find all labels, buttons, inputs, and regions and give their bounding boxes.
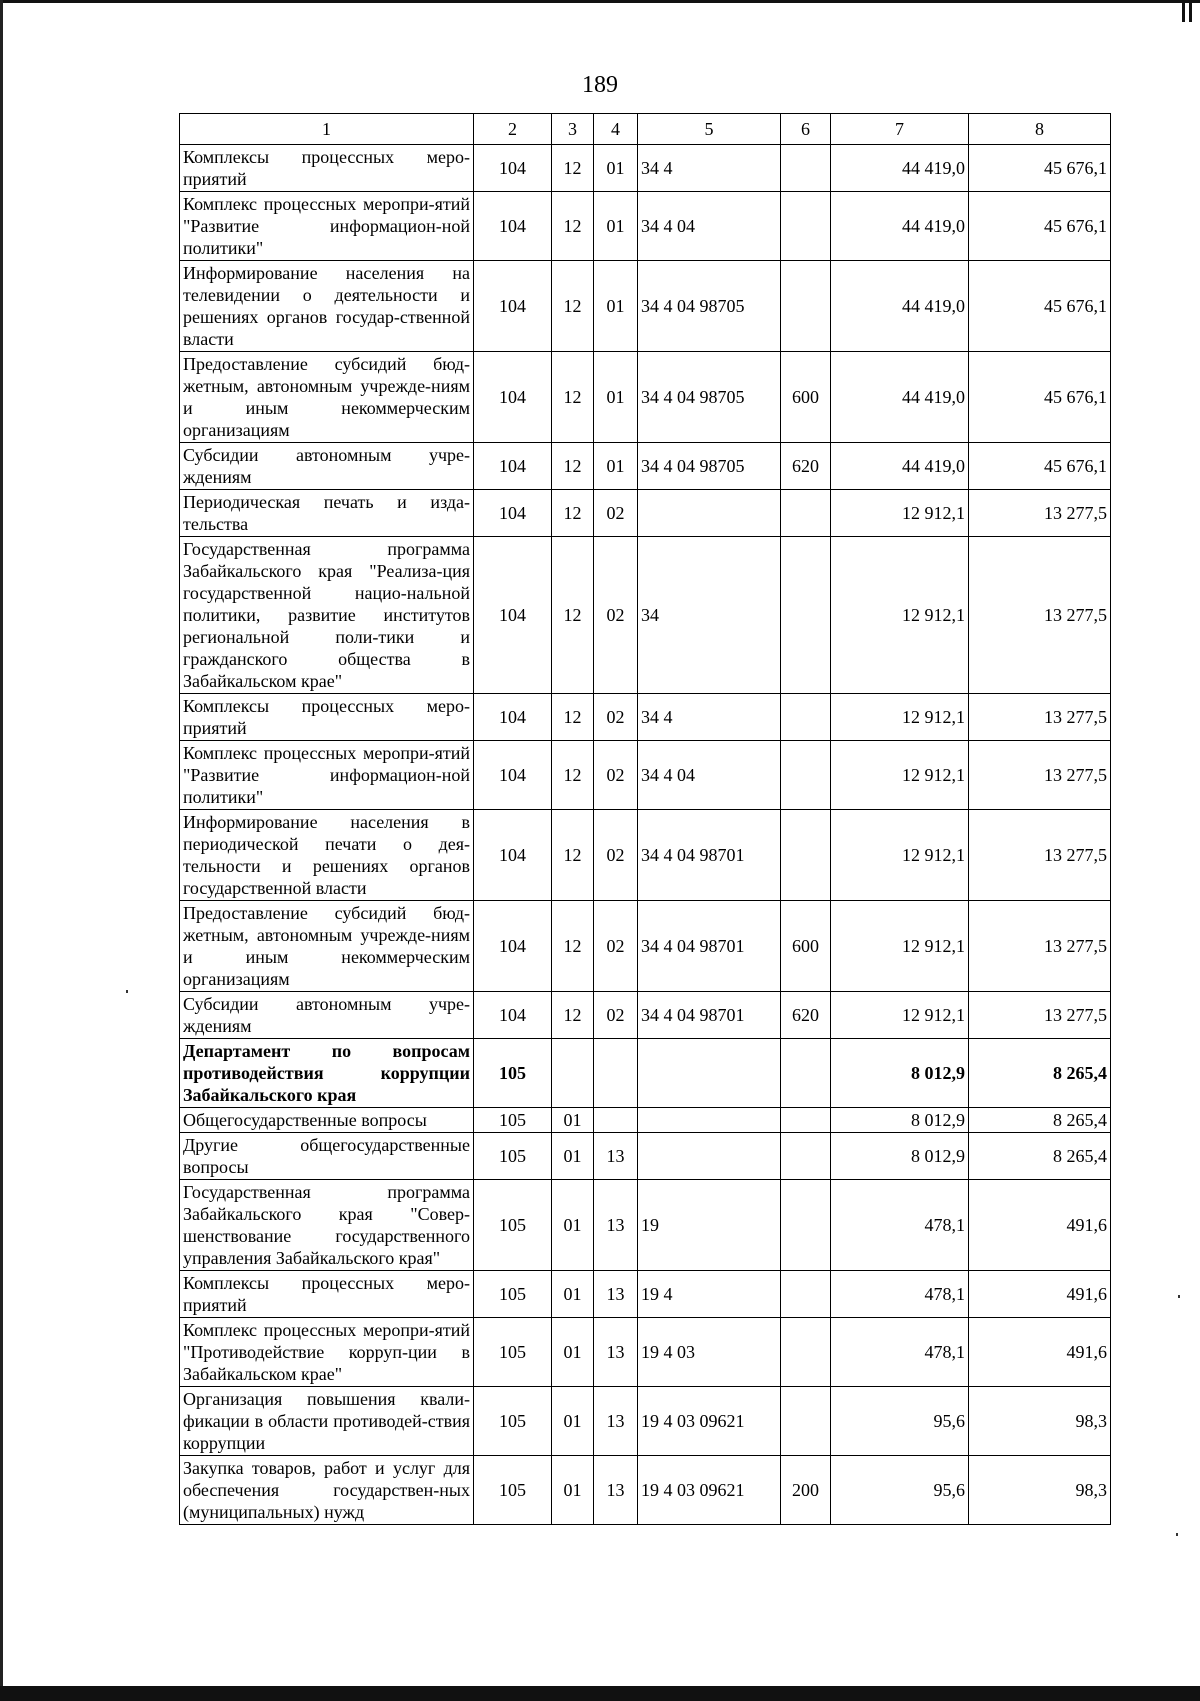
amount-year1-cell: 8 012,9	[831, 1133, 969, 1180]
item-name-cell: Комплекс процессных меропри-ятий "Развитие информацион-ной политики"	[180, 192, 474, 261]
target-article-cell: 34	[638, 537, 781, 694]
amount-year2-cell: 45 676,1	[969, 192, 1111, 261]
department-code-cell: 105	[474, 1318, 552, 1387]
target-article-cell: 34 4 04	[638, 192, 781, 261]
item-name-cell: Государственная программа Забайкальского края "Реализа-ция государственной нацио-нальной политики, развитие институтов региональной поли-тики и гражданского общества в Забайкальском крае"	[180, 537, 474, 694]
section-code-cell: 12	[552, 537, 594, 694]
expense-type-cell: 600	[781, 352, 831, 443]
item-name-cell: Государственная программа Забайкальского края "Совер-шенствование государственного управления Забайкальского края"	[180, 1180, 474, 1271]
item-name-cell: Комплекс процессных меропри-ятий "Развитие информацион-ной политики"	[180, 741, 474, 810]
table-row	[180, 192, 1111, 261]
department-code-cell: 104	[474, 694, 552, 741]
department-code-cell: 104	[474, 537, 552, 694]
amount-year1-cell: 44 419,0	[831, 352, 969, 443]
amount-year2-cell: 13 277,5	[969, 741, 1111, 810]
item-name-cell: Департамент по вопросам противодействия коррупции Забайкальского края	[180, 1039, 474, 1108]
section-code-cell: 12	[552, 443, 594, 490]
subsection-code-cell: 13	[594, 1318, 638, 1387]
column-header: 6	[781, 114, 831, 145]
target-article-cell: 34 4 04 98705	[638, 261, 781, 352]
subsection-code-cell: 01	[594, 352, 638, 443]
table-row	[180, 1039, 1111, 1108]
subsection-code-cell: 02	[594, 490, 638, 537]
expense-type-cell	[781, 261, 831, 352]
item-name-cell: Комплекс процессных меропри-ятий "Противодействие корруп-ции в Забайкальском крае"	[180, 1318, 474, 1387]
amount-year1-cell: 12 912,1	[831, 901, 969, 992]
section-code-cell: 12	[552, 145, 594, 192]
scan-border-bottom	[0, 1686, 1200, 1701]
department-code-cell: 105	[474, 1133, 552, 1180]
item-name-cell: Комплексы процессных меро-приятий	[180, 694, 474, 741]
department-code-cell: 104	[474, 261, 552, 352]
item-name-cell: Информирование населения на телевидении о деятельности и решениях органов государ-ственной власти	[180, 261, 474, 352]
expense-type-cell: 620	[781, 443, 831, 490]
section-code-cell: 01	[552, 1318, 594, 1387]
expense-type-cell	[781, 1180, 831, 1271]
subsection-code-cell: 01	[594, 261, 638, 352]
amount-year2-cell: 8 265,4	[969, 1133, 1111, 1180]
expense-type-cell	[781, 537, 831, 694]
department-code-cell: 104	[474, 810, 552, 901]
department-code-cell: 105	[474, 1108, 552, 1133]
amount-year2-cell: 13 277,5	[969, 810, 1111, 901]
table-row	[180, 901, 1111, 992]
department-code-cell: 104	[474, 490, 552, 537]
amount-year2-cell: 491,6	[969, 1271, 1111, 1318]
table-row	[180, 1108, 1111, 1133]
subsection-code-cell: 02	[594, 537, 638, 694]
target-article-cell: 19 4	[638, 1271, 781, 1318]
amount-year2-cell: 13 277,5	[969, 537, 1111, 694]
target-article-cell: 34 4 04 98701	[638, 901, 781, 992]
section-code-cell: 01	[552, 1456, 594, 1525]
target-article-cell: 19	[638, 1180, 781, 1271]
department-code-cell: 104	[474, 443, 552, 490]
department-code-cell: 105	[474, 1387, 552, 1456]
amount-year2-cell: 45 676,1	[969, 261, 1111, 352]
table-row	[180, 443, 1111, 490]
section-code-cell: 01	[552, 1108, 594, 1133]
table-row	[180, 145, 1111, 192]
expense-type-cell	[781, 192, 831, 261]
target-article-cell: 34 4 04 98701	[638, 992, 781, 1039]
subsection-code-cell: 13	[594, 1456, 638, 1525]
budget-table	[179, 113, 1111, 1525]
column-header: 3	[552, 114, 594, 145]
item-name-cell: Комплексы процессных меро-приятий	[180, 1271, 474, 1318]
scan-speck	[1176, 1533, 1178, 1536]
subsection-code-cell: 13	[594, 1133, 638, 1180]
target-article-cell: 34 4	[638, 145, 781, 192]
target-article-cell	[638, 1039, 781, 1108]
amount-year2-cell: 45 676,1	[969, 352, 1111, 443]
target-article-cell: 34 4 04 98701	[638, 810, 781, 901]
subsection-code-cell: 13	[594, 1387, 638, 1456]
expense-type-cell	[781, 694, 831, 741]
amount-year1-cell: 44 419,0	[831, 261, 969, 352]
expense-type-cell	[781, 1318, 831, 1387]
table-row	[180, 1180, 1111, 1271]
expense-type-cell	[781, 490, 831, 537]
target-article-cell	[638, 1108, 781, 1133]
amount-year1-cell: 12 912,1	[831, 490, 969, 537]
department-code-cell: 104	[474, 741, 552, 810]
expense-type-cell: 620	[781, 992, 831, 1039]
section-code-cell: 12	[552, 261, 594, 352]
scan-speck	[126, 990, 128, 993]
item-name-cell: Субсидии автономным учре-ждениям	[180, 992, 474, 1039]
amount-year1-cell: 95,6	[831, 1456, 969, 1525]
expense-type-cell	[781, 1133, 831, 1180]
table-row	[180, 1133, 1111, 1180]
department-code-cell: 104	[474, 992, 552, 1039]
amount-year1-cell: 12 912,1	[831, 537, 969, 694]
column-header: 8	[969, 114, 1111, 145]
scan-mark	[1189, 0, 1192, 22]
expense-type-cell	[781, 1039, 831, 1108]
item-name-cell: Другие общегосударственные вопросы	[180, 1133, 474, 1180]
amount-year1-cell: 478,1	[831, 1180, 969, 1271]
expense-type-cell: 600	[781, 901, 831, 992]
item-name-cell: Комплексы процессных меро-приятий	[180, 145, 474, 192]
amount-year1-cell: 478,1	[831, 1271, 969, 1318]
table-row	[180, 352, 1111, 443]
table-row	[180, 1387, 1111, 1456]
section-code-cell: 01	[552, 1133, 594, 1180]
table-row	[180, 992, 1111, 1039]
table-row	[180, 1456, 1111, 1525]
subsection-code-cell	[594, 1108, 638, 1133]
department-code-cell: 104	[474, 352, 552, 443]
amount-year1-cell: 44 419,0	[831, 192, 969, 261]
target-article-cell: 34 4 04 98705	[638, 443, 781, 490]
amount-year2-cell: 491,6	[969, 1180, 1111, 1271]
subsection-code-cell: 01	[594, 192, 638, 261]
expense-type-cell	[781, 1271, 831, 1318]
section-code-cell: 01	[552, 1387, 594, 1456]
scan-speck	[1178, 1295, 1180, 1298]
target-article-cell	[638, 1133, 781, 1180]
table-row	[180, 741, 1111, 810]
item-name-cell: Предоставление субсидий бюд-жетным, автономным учрежде-ниям и иным некоммерческим организациям	[180, 901, 474, 992]
subsection-code-cell: 02	[594, 901, 638, 992]
section-code-cell: 01	[552, 1271, 594, 1318]
subsection-code-cell: 13	[594, 1271, 638, 1318]
item-name-cell: Закупка товаров, работ и услуг для обеспечения государствен-ных (муниципальных) нужд	[180, 1456, 474, 1525]
amount-year1-cell: 12 912,1	[831, 992, 969, 1039]
amount-year1-cell: 12 912,1	[831, 741, 969, 810]
target-article-cell: 34 4	[638, 694, 781, 741]
target-article-cell: 19 4 03	[638, 1318, 781, 1387]
subsection-code-cell: 13	[594, 1180, 638, 1271]
target-article-cell	[638, 490, 781, 537]
amount-year2-cell: 13 277,5	[969, 901, 1111, 992]
target-article-cell: 34 4 04 98705	[638, 352, 781, 443]
department-code-cell: 104	[474, 901, 552, 992]
table-row	[180, 537, 1111, 694]
table-header-row	[180, 114, 1111, 145]
amount-year1-cell: 12 912,1	[831, 810, 969, 901]
target-article-cell: 34 4 04	[638, 741, 781, 810]
table-row	[180, 261, 1111, 352]
subsection-code-cell: 01	[594, 443, 638, 490]
department-code-cell: 104	[474, 192, 552, 261]
table-row	[180, 1318, 1111, 1387]
amount-year2-cell: 8 265,4	[969, 1039, 1111, 1108]
amount-year2-cell: 98,3	[969, 1387, 1111, 1456]
table-row	[180, 694, 1111, 741]
subsection-code-cell: 01	[594, 145, 638, 192]
section-code-cell: 12	[552, 192, 594, 261]
subsection-code-cell: 02	[594, 810, 638, 901]
amount-year1-cell: 8 012,9	[831, 1039, 969, 1108]
item-name-cell: Общегосударственные вопросы	[180, 1108, 474, 1133]
amount-year1-cell: 95,6	[831, 1387, 969, 1456]
amount-year1-cell: 478,1	[831, 1318, 969, 1387]
target-article-cell: 19 4 03 09621	[638, 1387, 781, 1456]
amount-year1-cell: 12 912,1	[831, 694, 969, 741]
item-name-cell: Периодическая печать и изда-тельства	[180, 490, 474, 537]
item-name-cell: Субсидии автономным учре-ждениям	[180, 443, 474, 490]
amount-year2-cell: 8 265,4	[969, 1108, 1111, 1133]
department-code-cell: 105	[474, 1039, 552, 1108]
section-code-cell: 12	[552, 352, 594, 443]
item-name-cell: Организация повышения квали-фикации в области противодей-ствия коррупции	[180, 1387, 474, 1456]
table-row	[180, 810, 1111, 901]
section-code-cell: 12	[552, 694, 594, 741]
expense-type-cell	[781, 1108, 831, 1133]
amount-year2-cell: 98,3	[969, 1456, 1111, 1525]
expense-type-cell	[781, 810, 831, 901]
department-code-cell: 105	[474, 1271, 552, 1318]
department-code-cell: 104	[474, 145, 552, 192]
amount-year2-cell: 13 277,5	[969, 992, 1111, 1039]
item-name-cell: Предоставление субсидий бюд-жетным, автономным учрежде-ниям и иным некоммерческим организациям	[180, 352, 474, 443]
table-body	[180, 145, 1111, 1525]
section-code-cell: 12	[552, 992, 594, 1039]
section-code-cell	[552, 1039, 594, 1108]
expense-type-cell	[781, 145, 831, 192]
amount-year1-cell: 44 419,0	[831, 443, 969, 490]
expense-type-cell	[781, 1387, 831, 1456]
amount-year2-cell: 45 676,1	[969, 145, 1111, 192]
table-row	[180, 1271, 1111, 1318]
subsection-code-cell	[594, 1039, 638, 1108]
subsection-code-cell: 02	[594, 992, 638, 1039]
section-code-cell: 01	[552, 1180, 594, 1271]
table-row	[180, 490, 1111, 537]
scan-border-top	[0, 0, 1200, 3]
column-header: 2	[474, 114, 552, 145]
expense-type-cell: 200	[781, 1456, 831, 1525]
department-code-cell: 105	[474, 1456, 552, 1525]
subsection-code-cell: 02	[594, 741, 638, 810]
column-header: 5	[638, 114, 781, 145]
target-article-cell: 19 4 03 09621	[638, 1456, 781, 1525]
section-code-cell: 12	[552, 490, 594, 537]
amount-year1-cell: 8 012,9	[831, 1108, 969, 1133]
section-code-cell: 12	[552, 741, 594, 810]
page-number: 189	[582, 72, 618, 98]
column-header: 4	[594, 114, 638, 145]
subsection-code-cell: 02	[594, 694, 638, 741]
column-header: 1	[180, 114, 474, 145]
item-name-cell: Информирование населения в периодической печати о дея-тельности и решениях органов государственной власти	[180, 810, 474, 901]
section-code-cell: 12	[552, 901, 594, 992]
column-header: 7	[831, 114, 969, 145]
amount-year2-cell: 13 277,5	[969, 490, 1111, 537]
section-code-cell: 12	[552, 810, 594, 901]
scan-mark	[1182, 0, 1185, 22]
department-code-cell: 105	[474, 1180, 552, 1271]
amount-year2-cell: 491,6	[969, 1318, 1111, 1387]
amount-year1-cell: 44 419,0	[831, 145, 969, 192]
amount-year2-cell: 45 676,1	[969, 443, 1111, 490]
amount-year2-cell: 13 277,5	[969, 694, 1111, 741]
expense-type-cell	[781, 741, 831, 810]
scan-border-left	[0, 0, 3, 1701]
